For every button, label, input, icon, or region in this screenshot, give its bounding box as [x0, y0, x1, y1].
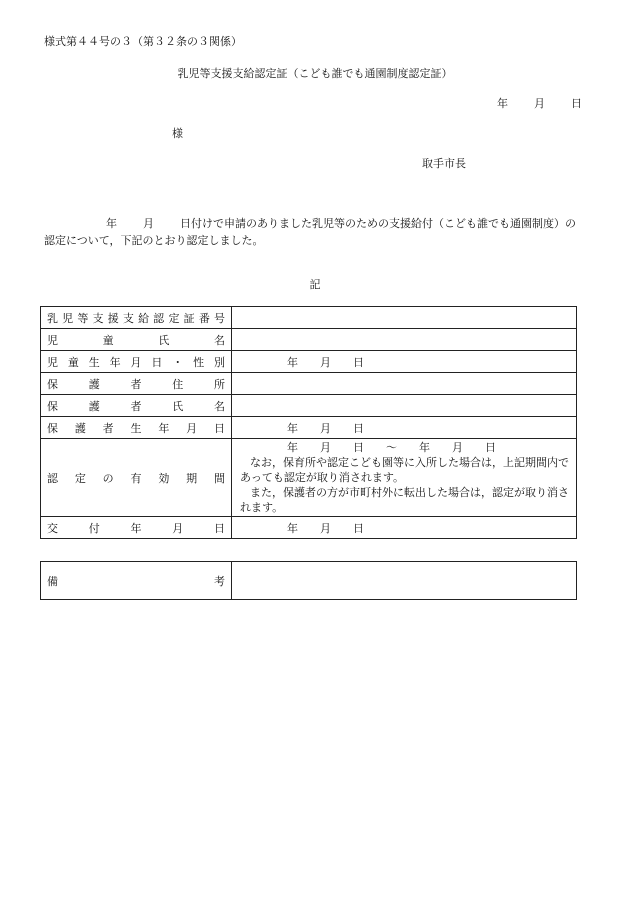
table-row	[41, 417, 577, 439]
issue-date-header	[497, 95, 582, 111]
notes-label: 備考	[41, 562, 232, 600]
validity-note-2: また，保護者の方が市町村外に転出した場合は，認定が取り消されます。	[240, 486, 569, 514]
row-label: 児童氏名	[41, 329, 232, 351]
validity-note-1: なお，保育所や認定こども園等に入所した場合は，上記期間内であっても認定が取り消されます。	[240, 456, 569, 484]
ki-heading: 記	[309, 278, 321, 291]
issue-date-value: 年 月 日	[232, 517, 577, 539]
table-row	[41, 395, 577, 417]
row-value	[232, 395, 577, 417]
body-paragraph-text: 日付けで申請のありました乳児等のための支援給付（こども誰でも通園制度）の認定について，下記のとおり認定しました。	[44, 217, 576, 247]
date-year: 年	[497, 97, 508, 110]
body-date-year: 年	[106, 217, 117, 230]
row-label: 保護者生年月日	[41, 417, 232, 439]
table-row	[41, 329, 577, 351]
validity-label: 認定の有効期間	[41, 439, 232, 517]
date-day: 日	[571, 97, 582, 110]
body-date-month: 月	[143, 217, 154, 230]
certification-table	[40, 306, 577, 539]
table-row	[41, 517, 577, 539]
validity-range: 年 月 日 ～ 年 月 日	[287, 441, 496, 454]
validity-value	[232, 439, 577, 517]
table-row	[41, 373, 577, 395]
row-value	[232, 373, 577, 395]
form-number: 様式第４４号の３（第３２条の３関係）	[44, 35, 242, 48]
row-label: 乳児等支援支給認定証番号	[41, 307, 232, 329]
row-label: 児童生年月日・性別	[41, 351, 232, 373]
notes-table	[40, 561, 577, 600]
row-label: 保護者氏名	[41, 395, 232, 417]
date-month: 月	[534, 97, 545, 110]
row-label: 保護者住所	[41, 373, 232, 395]
row-value: 年 月 日	[232, 351, 577, 373]
body-paragraph	[44, 215, 584, 249]
row-value: 年 月 日	[232, 417, 577, 439]
issuer-name: 取手市長	[422, 157, 466, 170]
row-value	[232, 329, 577, 351]
recipient-suffix: 様	[172, 127, 183, 140]
notes-row	[41, 562, 577, 600]
table-row	[41, 351, 577, 373]
table-row	[41, 307, 577, 329]
validity-row	[41, 439, 577, 517]
notes-value	[232, 562, 577, 600]
row-value	[232, 307, 577, 329]
issue-date-label: 交付年月日	[41, 517, 232, 539]
document-title: 乳児等支援支給認定証（こども誰でも通園制度認定証）	[177, 67, 453, 80]
